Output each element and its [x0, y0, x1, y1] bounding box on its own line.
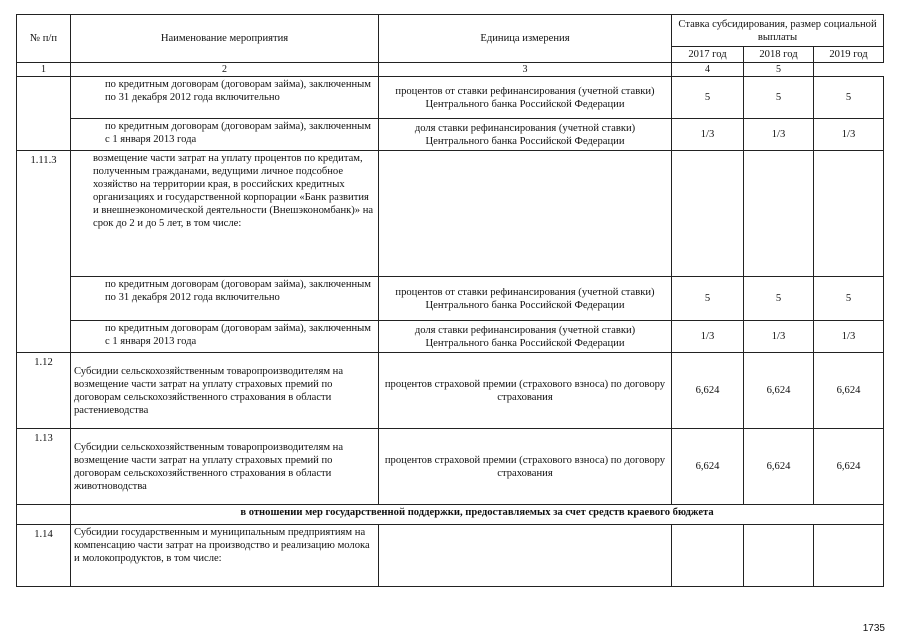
row-value-2018: 1/3: [744, 119, 814, 151]
index-cell: 1: [17, 63, 71, 77]
row-value-2018: 5: [744, 277, 814, 321]
header-unit-cell: Единица измерения: [379, 15, 672, 63]
row-value-2018: 1/3: [744, 321, 814, 353]
table-row: [17, 151, 884, 277]
row-unit: процентов от ставки рефинансирования (учетной ставки) Центрального банка Российской Федерации: [379, 277, 672, 321]
row-value-2019: [814, 525, 884, 587]
row-value-2018: 6,624: [744, 429, 814, 505]
row-number: [17, 77, 71, 151]
row-value-2017: 6,624: [672, 429, 744, 505]
row-unit: процентов от ставки рефинансирования (учетной ставки) Центрального банка Российской Федерации: [379, 77, 672, 119]
section-row: [17, 505, 884, 525]
table-row: [17, 525, 884, 587]
row-unit: доля ставки рефинансирования (учетной ставки) Центрального банка Российской Федерации: [379, 119, 672, 151]
subsidy-rates-table: [16, 14, 884, 587]
index-cell: 2: [71, 63, 379, 77]
row-value-2019: 5: [814, 277, 884, 321]
row-value-2018: [744, 525, 814, 587]
row-value-2019: 6,624: [814, 353, 884, 429]
header-name-cell: Наименование мероприятия: [71, 15, 379, 63]
row-unit: [379, 525, 672, 587]
row-value-2018: 5: [744, 77, 814, 119]
row-value-2018: [744, 151, 814, 277]
row-value-2017: [672, 151, 744, 277]
index-cell: 5: [744, 63, 814, 77]
row-value-2017: [672, 525, 744, 587]
index-cell: 4: [672, 63, 744, 77]
row-value-2017: 5: [672, 77, 744, 119]
table-row: [17, 321, 884, 353]
row-value-2017: 6,624: [672, 353, 744, 429]
row-name: по кредитным договорам (договорам займа), заключенным с 1 января 2013 года: [71, 119, 379, 151]
row-number: 1.13: [17, 429, 71, 505]
row-name: Субсидии государственным и муниципальным предприятиям на компенсацию части затрат на производство и реализацию молока и молокопродуктов, в том числе:: [71, 525, 379, 587]
section-number-cell: [17, 505, 71, 525]
row-value-2017: 1/3: [672, 119, 744, 151]
row-name: возмещение части затрат на уплату процентов по кредитам, полученным гражданами, ведущими личное подсобное хозяйство на территории края, в российских кредитных организациях и государственной корпорации «Банк развития и внешнеэкономической деятельности (Внешэкономбанк)» на срок до 2 и до 5 лет, в том числе:: [71, 151, 379, 277]
row-name: Субсидии сельскохозяйственным товаропроизводителям на возмещение части затрат на уплату страховых премий по договорам сельскохозяйственного страхования в области растениеводства: [71, 353, 379, 429]
header-number-cell: № п/п: [17, 15, 71, 63]
row-name: по кредитным договорам (договорам займа), заключенным с 1 января 2013 года: [71, 321, 379, 353]
section-title: в отношении мер государственной поддержки, предоставляемых за счет средств краевого бюджета: [71, 505, 884, 525]
row-name: Субсидии сельскохозяйственным товаропроизводителям на возмещение части затрат на уплату страховых премий по договорам сельскохозяйственного страхования в области животноводства: [71, 429, 379, 505]
row-unit: [379, 151, 672, 277]
row-value-2018: 6,624: [744, 353, 814, 429]
table-row: [17, 119, 884, 151]
table-row: [17, 353, 884, 429]
row-value-2019: 5: [814, 77, 884, 119]
row-number: 1.12: [17, 353, 71, 429]
row-value-2019: 6,624: [814, 429, 884, 505]
header-year-2019: 2019 год: [814, 47, 884, 63]
row-name: по кредитным договорам (договорам займа), заключенным по 31 декабря 2012 года включительно: [71, 277, 379, 321]
row-name: по кредитным договорам (договорам займа), заключенным по 31 декабря 2012 года включительно: [71, 77, 379, 119]
row-value-2017: 5: [672, 277, 744, 321]
index-cell: 3: [379, 63, 672, 77]
row-unit: процентов страховой премии (страхового взноса) по договору страхования: [379, 353, 672, 429]
row-number: 1.11.3: [17, 151, 71, 353]
table-row: [17, 429, 884, 505]
row-value-2019: 1/3: [814, 119, 884, 151]
page-number: 1735: [862, 623, 885, 634]
row-number: 1.14: [17, 525, 71, 587]
row-value-2017: 1/3: [672, 321, 744, 353]
row-value-2019: [814, 151, 884, 277]
header-year-2018: 2018 год: [744, 47, 814, 63]
row-unit: доля ставки рефинансирования (учетной ставки) Центрального банка Российской Федерации: [379, 321, 672, 353]
row-unit: процентов страховой премии (страхового взноса) по договору страхования: [379, 429, 672, 505]
header-rate-cell: Ставка субсидирования, размер социальной выплаты: [672, 15, 884, 47]
row-value-2019: 1/3: [814, 321, 884, 353]
table-row: [17, 277, 884, 321]
header-year-2017: 2017 год: [672, 47, 744, 63]
table-row: [17, 77, 884, 119]
